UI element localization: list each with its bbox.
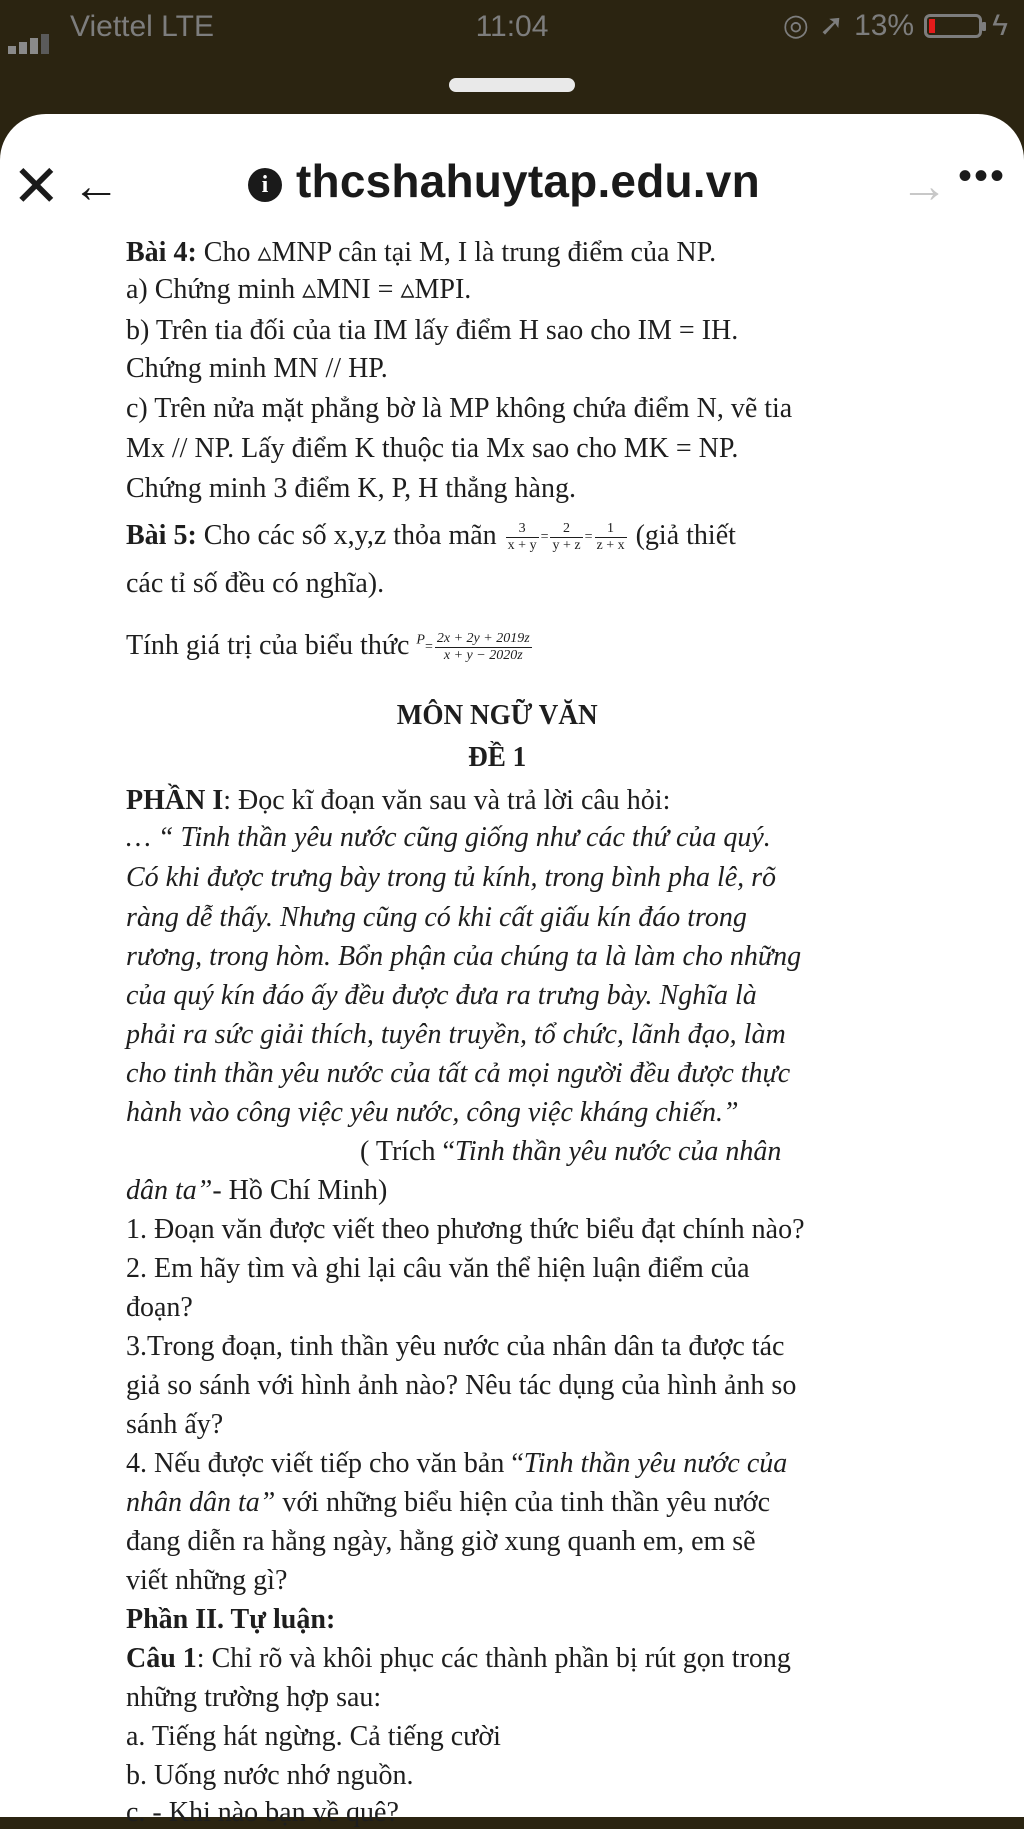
bai4-part-b1: b) Trên tia đối của tia IM lấy điểm H sao cho IM = IH. <box>126 315 739 346</box>
info-icon[interactable]: i <box>248 168 282 202</box>
bai5-title: Bài 5: <box>126 520 197 551</box>
fraction-3: $\frac{1}{z + x}$ <box>596 521 625 554</box>
question-3-line1: 3.Trong đoạn, tinh thần yêu nước của nhân dân ta được tác <box>126 1331 785 1362</box>
p-symbol: P <box>416 632 425 648</box>
bai4-intro: Cho ▵MNP cân tại M, I là trung điểm của NP. <box>203 237 717 268</box>
bai4-part-c2: Mx // NP. Lấy điểm K thuộc tia Mx sao cho MK = NP. <box>126 433 739 464</box>
question-4-line1: 4. Nếu được viết tiếp cho văn bản “Tinh thần yêu nước của <box>126 1448 788 1479</box>
battery-percent: 13% <box>854 8 915 42</box>
exam-number: ĐỀ 1 <box>468 742 527 773</box>
bai4-intro-line <box>126 235 716 269</box>
passage-line: ràng dễ thấy. Nhưng cũng có khi cất giấu kín đáo trong <box>126 902 747 933</box>
bai4-part-a: a) Chứng minh ▵MNI = ▵MPI. <box>126 274 472 305</box>
forward-arrow-icon[interactable]: → <box>900 160 948 213</box>
p-fraction: $\frac{2x + 2y + 2019z}{x + y - 2020z}$ <box>436 631 530 664</box>
part2-heading: Phần II. Tự luận: <box>126 1604 336 1635</box>
question-4-line2: nhân dân ta” với những biểu hiện của tinh thần yêu nước <box>126 1487 770 1518</box>
bai4-part-c3: Chứng minh 3 điểm K, P, H thẳng hàng. <box>126 473 576 504</box>
url-label[interactable]: thcshahuytap.edu.vn <box>296 155 760 207</box>
more-options-icon[interactable]: ••• <box>958 154 1007 198</box>
cau1-item-a: a. Tiếng hát ngừng. Cả tiếng cười <box>126 1721 501 1752</box>
part1-heading: PHẦN I: Đọc kĩ đoạn văn sau và trả lời câu hỏi: <box>126 785 671 816</box>
cau1-item-c: c. - Khi nào bạn về quê? <box>126 1797 399 1828</box>
fraction-2: $\frac{2}{y + z}$ <box>552 521 581 554</box>
passage-line: hành vào công việc yêu nước, công việc kháng chiến.” <box>126 1097 739 1128</box>
bai5-expression-label: Tính giá trị của biểu thức <box>126 630 410 661</box>
question-1: 1. Đoạn văn được viết theo phương thức biểu đạt chính nào? <box>126 1214 805 1245</box>
question-2-line1: 2. Em hãy tìm và ghi lại câu văn thể hiện luận điểm của <box>126 1253 750 1284</box>
back-arrow-icon[interactable]: ← <box>72 160 120 213</box>
question-3-line3: sánh ấy? <box>126 1409 224 1440</box>
cau1-item-b: b. Uống nước nhớ nguồn. <box>126 1760 414 1791</box>
question-4-line4: viết những gì? <box>126 1565 288 1596</box>
citation-line2: dân ta”- Hồ Chí Minh) <box>126 1175 388 1206</box>
charging-bolt-icon: ϟ <box>992 8 1008 42</box>
fraction-1: $\frac{3}{x + y}$ <box>507 521 537 554</box>
clock: 11:04 <box>475 10 549 43</box>
bai5-tail: (giả thiết <box>635 520 736 551</box>
bai5-line2: các tỉ số đều có nghĩa). <box>126 568 385 599</box>
question-2-line2: đoạn? <box>126 1292 193 1323</box>
passage-line: cho tinh thần yêu nước của tất cả mọi người đều được thực <box>126 1058 791 1089</box>
passage-line: rương, trong hòm. Bổn phận của chúng ta là làm cho những <box>126 941 802 972</box>
screen-lock-icon: ◎ <box>782 9 809 42</box>
bai5-line3: Tính giá trị của biểu thức $^P$= $\frac{2x + 2y + 2019z}{x + y - 2020z}$ <box>126 630 530 664</box>
passage-line: … “ Tinh thần yêu nước cũng giống như các thứ của quý. <box>126 822 771 853</box>
cau1-line1: Câu 1: Chỉ rõ và khôi phục các thành phần bị rút gọn trong <box>126 1643 791 1674</box>
bai4-title: Bài 4: <box>126 237 197 268</box>
question-3-line2: giả so sánh với hình ảnh nào? Nêu tác dụng của hình ảnh so <box>126 1370 797 1401</box>
bai5-intro: Cho các số x,y,z thỏa mãn <box>203 520 497 551</box>
passage-line: của quý kín đáo ấy đều được đưa ra trưng bày. Nghĩa là <box>126 980 757 1011</box>
close-icon[interactable]: ✕ <box>12 154 61 219</box>
bai4-part-b2: Chứng minh MN // HP. <box>126 353 388 384</box>
carrier-label: Viettel LTE <box>70 10 214 43</box>
citation-line1: ( Trích “Tinh thần yêu nước của nhân <box>360 1136 782 1167</box>
passage-line: phải ra sức giải thích, tuyên truyền, tổ chức, lãnh đạo, làm <box>126 1019 786 1050</box>
location-arrow-icon: ➚ <box>818 9 845 42</box>
question-4-line3: đang diễn ra hằng ngày, hằng giờ xung quanh em, em sẽ <box>126 1526 756 1557</box>
passage-line: Có khi được trưng bày trong tủ kính, trong bình pha lê, rõ <box>126 862 777 893</box>
subject-heading: MÔN NGỮ VĂN <box>396 700 598 731</box>
bai4-part-c1: c) Trên nửa mặt phẳng bờ là MP không chứa điểm N, vẽ tia <box>126 393 793 424</box>
cau1-line2: những trường hợp sau: <box>126 1682 382 1713</box>
bai5-intro-line: Bài 5: Cho các số x,y,z thỏa mãn $\frac{3}{x + y}$ = $\frac{2}{y + z}$ = $\frac{1}{z + x}$ (giả thiết <box>126 520 736 554</box>
